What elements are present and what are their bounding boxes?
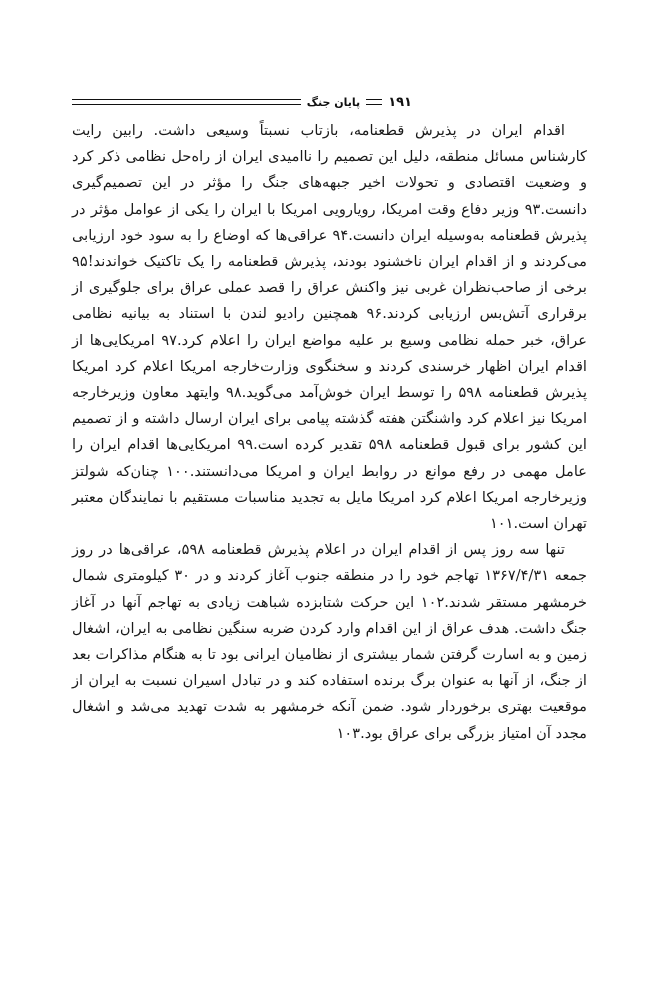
header-separator bbox=[366, 99, 382, 105]
page-number: ۱۹۱ bbox=[388, 94, 412, 110]
running-title: پایان جنگ bbox=[306, 95, 361, 109]
paragraph-1: اقدام ایران در پذیرش قطعنامه، بازتاب نسبتاً وسیعی داشت. رابین رایت کارشناس مسائل منطقه، دلیل این تصمیم را ناامیدی ایران از راه‌حل نظامی ذکر کرد و وضعیت اقتصادی و تحولات اخیر جبهه‌های جنگ را مؤثر در این تصمیم‌گیری دانست.۹۳ وزیر دفاع وقت امریکا، رویارویی امریکا با ایران را یکی از عوامل مؤثر در پذیرش قطعنامه به‌وسیله ایران دانست.۹۴ عراقی‌ها که اوضاع را به سود خود ارزیابی می‌کردند و از اقدام ایران ناخشنود بودند، پذیرش قطعنامه را یک تاکتیک خواندند!۹۵ برخی از صاحب‌نظران غربی نیز واکنش عراق را قصد عملی عراق برای جلوگیری از برقراری آتش‌بس ارزیابی کردند.۹۶ همچنین رادیو لندن با استناد به بیانیه نظامی عراق، خبر حمله نظامی وسیع بر علیه مواضع ایران را اعلام کرد.۹۷ امریکایی‌ها از اقدام ایران اظهار خرسندی کردند و سخنگوی وزارت‌خارجه امریکا اعلام کرد امریکا پذیرش قطعنامه ۵۹۸ را توسط ایران خوش‌آمد می‌گوید.۹۸ وایتهد معاون وزیرخارجه امریکا نیز اعلام کرد واشنگتن هفته گذشته پیامی برای ایران ارسال داشته و از تصمیم این کشور برای قبول قطعنامه ۵۹۸ تقدیر کرده است.۹۹ امریکایی‌ها اقدام ایران را عامل مهمی در رفع موانع در روابط ایران و امریکا می‌دانستند.۱۰۰ چنان‌که شولتز وزیرخارجه امریکا اعلام کرد امریکا مایل به تجدید مناسبات مستقیم با نمایندگان معتبر تهران است.۱۰۱ bbox=[72, 122, 588, 533]
header-rule bbox=[72, 99, 301, 105]
running-header bbox=[72, 92, 412, 112]
page-body bbox=[72, 118, 587, 747]
paragraph-2: تنها سه روز پس از اقدام ایران در اعلام پذیرش قطعنامه ۵۹۸، عراقی‌ها در روز جمعه ۱۳۶۷/۴/۳۱ تهاجم خود را در منطقه جنوب آغاز کردند و در ۳۰ کیلومتری شمال خرمشهر مستقر شدند.۱۰۲ این حرکت شتابزده شباهت زیادی به تهاجم آنها در آغاز جنگ داشت. هدف عراق از این اقدام وارد کردن ضربه سنگین نظامی به ایران، اشغال زمین و به اسارت گرفتن شمار بیشتری از نظامیان ایرانی بود تا به هنگام مذاکرات بعد از جنگ، از آنها به عنوان برگ برنده استفاده کند و در تبادل اسیران نسبت به ایران از موقعیت بهتری برخوردار شود. ضمن آنکه خرمشهر به شدت تهدید می‌شد و اشغال مجدد آن امتیاز بزرگی برای عراق بود.۱۰۳ bbox=[72, 541, 587, 742]
